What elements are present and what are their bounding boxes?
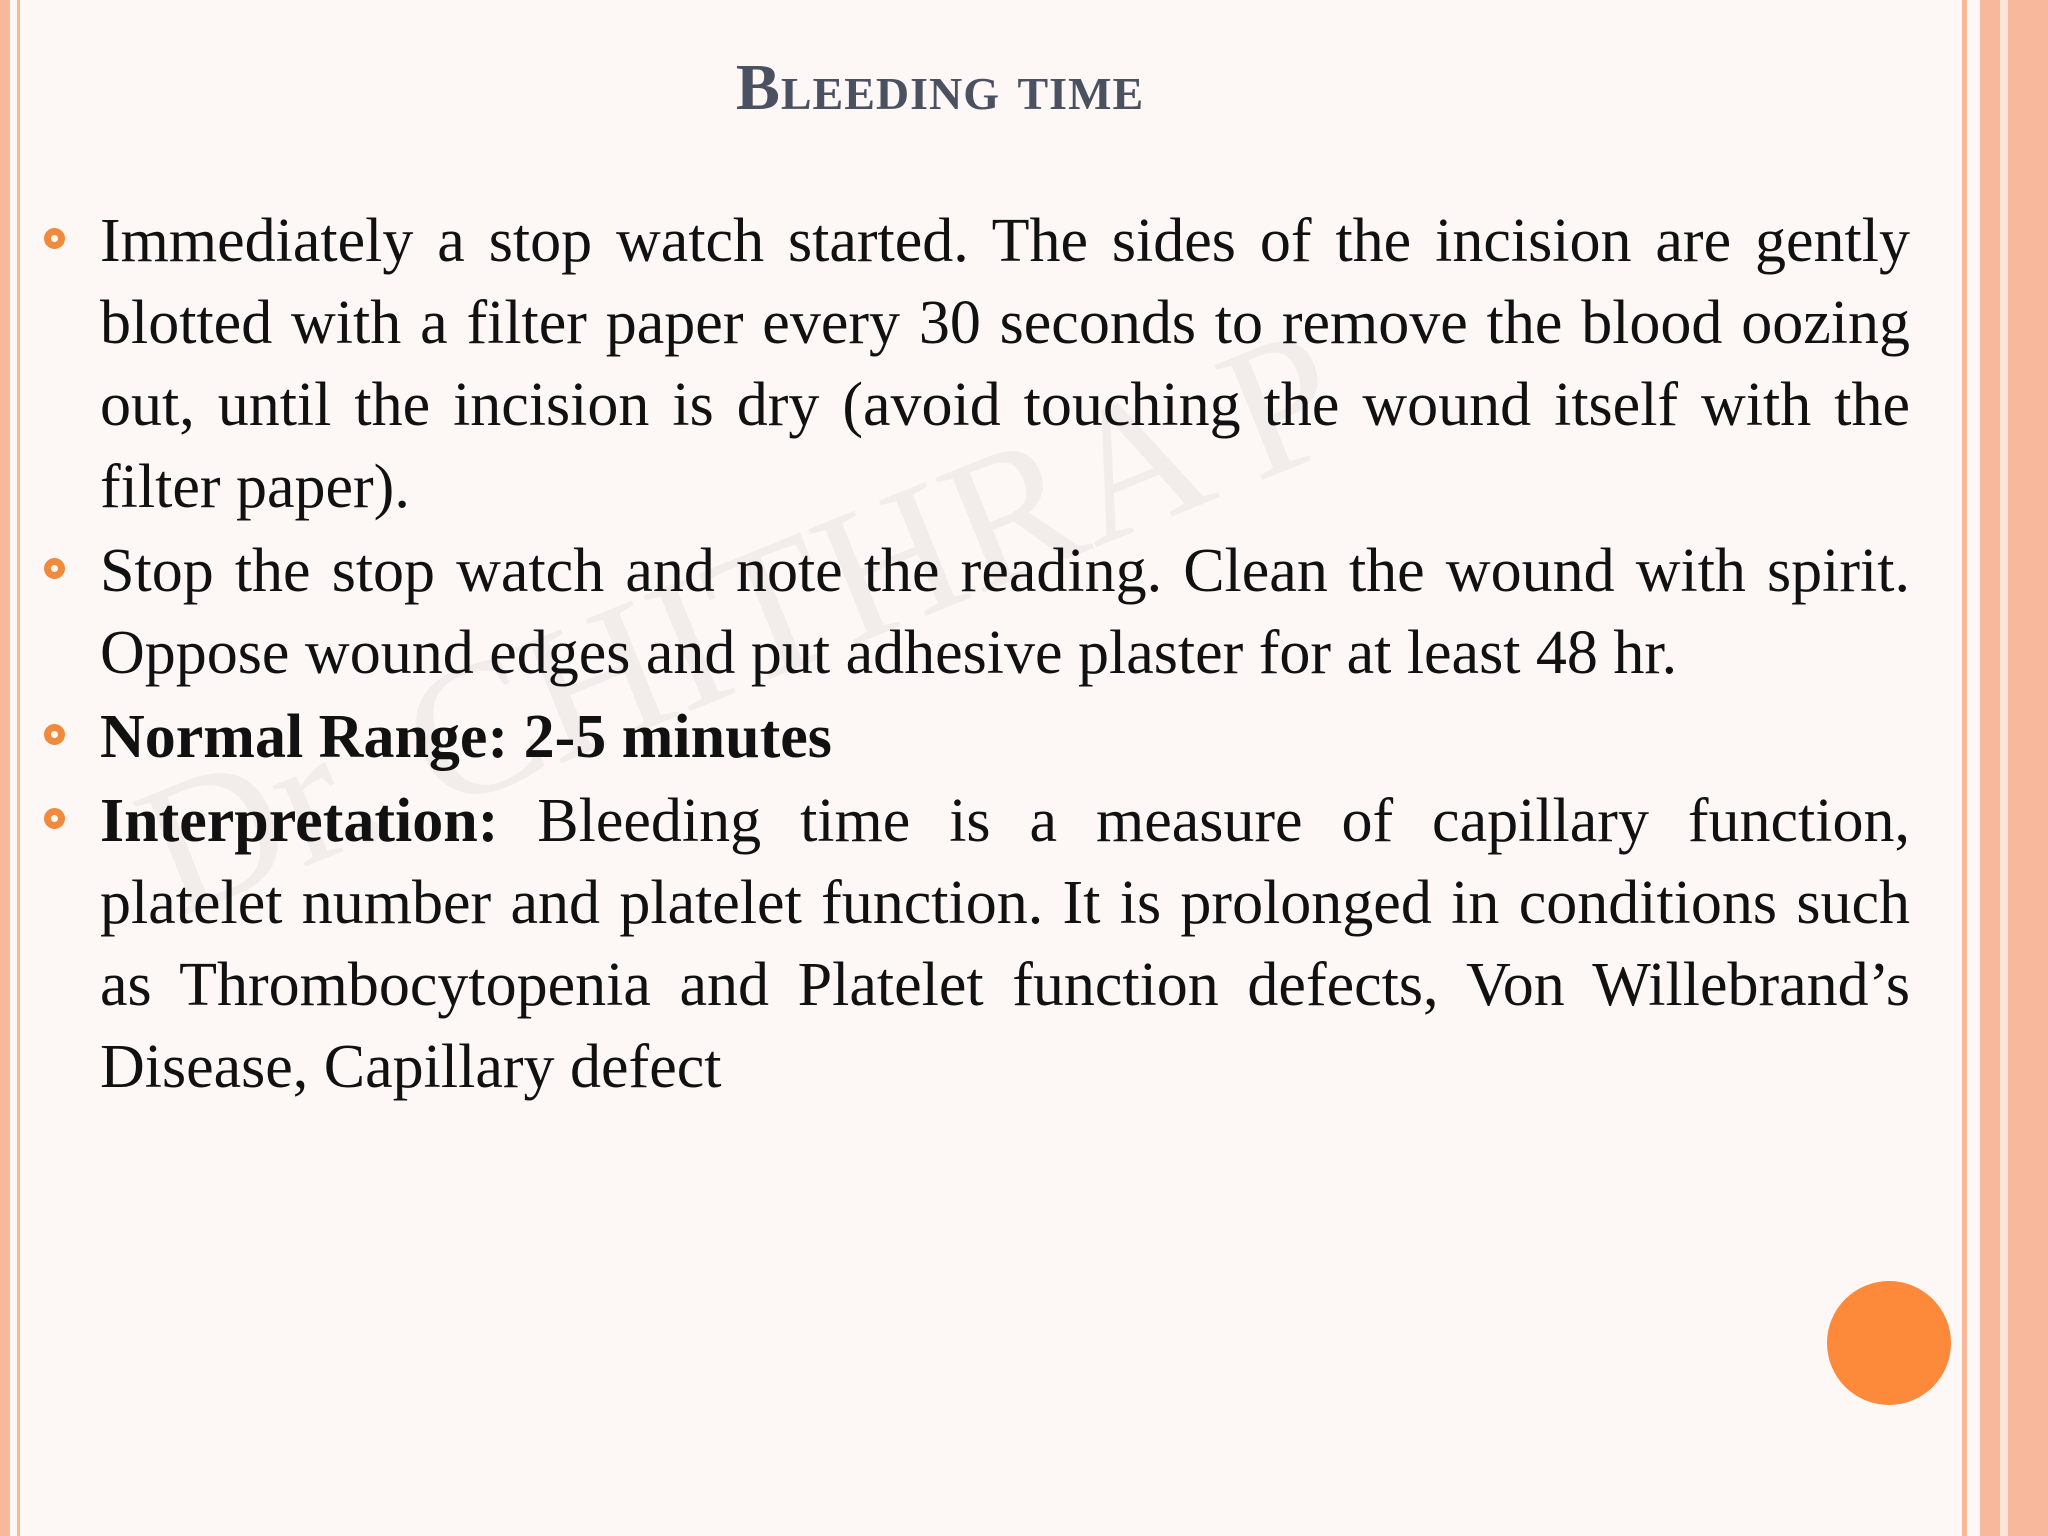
interpretation-text: Bleeding time is a measure of capillary function, platelet number and platelet function. It is prolonged in conditions such as Thrombocytopenia and Platelet function defects, Von Willebrand’s Disease, Capillary defect	[100, 787, 1910, 1101]
normal-range-text: Normal Range: 2-5 minutes	[100, 703, 832, 771]
right-border-line	[1962, 0, 1967, 1536]
right-border-edge	[2008, 0, 2048, 1536]
right-border-gap	[2000, 0, 2008, 1536]
bullet-ring-icon	[44, 724, 65, 745]
slide-title: Bleeding time	[735, 51, 1145, 124]
decorative-orange-circle	[1827, 1281, 1951, 1405]
bullet-item	[0, 200, 1910, 528]
bullet-ring-icon	[44, 808, 65, 829]
bullet-item	[0, 530, 1910, 694]
bullet-ring-icon	[44, 228, 65, 249]
interpretation-label: Interpretation:	[100, 787, 499, 855]
bullet-item	[0, 780, 1910, 1108]
bullet-text: Stop the stop watch and note the reading. Clean the wound with spirit. Oppose wound edges and put adhesive plaster for at least 48 hr.	[100, 537, 1910, 687]
bullet-list	[0, 200, 1910, 1110]
bullet-text: Immediately a stop watch started. The sides of the incision are gently blotted with a filter paper every 30 seconds to remove the blood oozing out, until the incision is dry (avoid touching the wound itself with the filter paper).	[100, 207, 1910, 521]
right-border-bar	[1980, 0, 2000, 1536]
bullet-item	[0, 696, 1910, 778]
bullet-ring-icon	[44, 558, 65, 579]
